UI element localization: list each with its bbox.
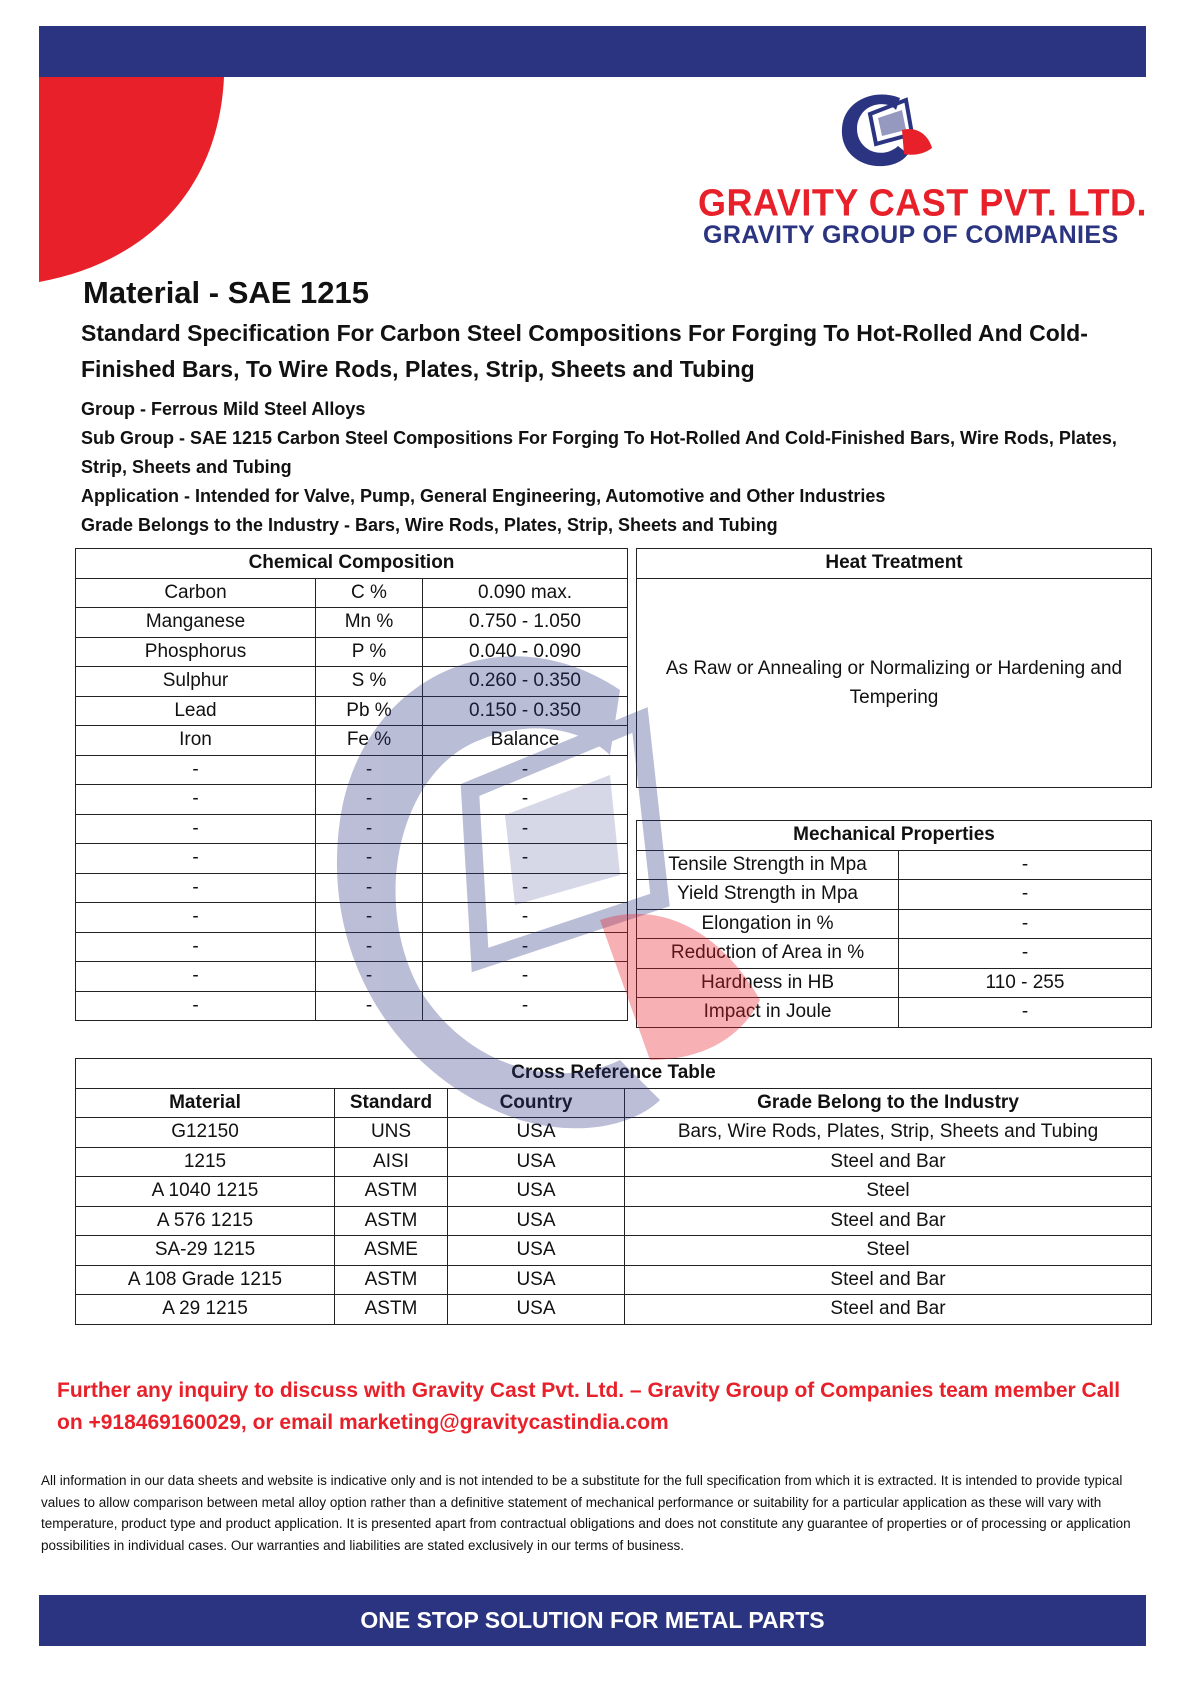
chemical-row-cell: - xyxy=(423,785,628,815)
chemical-row-cell: 0.260 - 0.350 xyxy=(423,667,628,697)
chemical-row-cell: - xyxy=(316,873,423,903)
crossref-row-cell: G12150 xyxy=(76,1118,335,1148)
mechanical-row-cell: - xyxy=(899,880,1152,910)
chemical-row-cell: - xyxy=(316,844,423,874)
group-line: Group - Ferrous Mild Steel Alloys xyxy=(81,399,366,419)
chemical-row-cell: - xyxy=(423,903,628,933)
chemical-row-cell: - xyxy=(76,873,316,903)
chemical-row-cell: - xyxy=(316,814,423,844)
chemical-row-cell: Balance xyxy=(423,726,628,756)
chemical-composition-table xyxy=(75,548,628,1021)
crossref-header: Cross Reference Table xyxy=(76,1059,1152,1089)
chemical-row xyxy=(76,962,628,992)
crossref-row xyxy=(76,1118,1152,1148)
heat-header: Heat Treatment xyxy=(637,549,1152,579)
chemical-row-cell: - xyxy=(316,785,423,815)
crossref-row xyxy=(76,1295,1152,1325)
crossref-row-cell: Steel xyxy=(625,1236,1152,1266)
chemical-row xyxy=(76,755,628,785)
chemical-header: Chemical Composition xyxy=(76,549,628,579)
col-country: Country xyxy=(448,1088,625,1118)
crossref-row-cell: USA xyxy=(448,1265,625,1295)
chemical-row xyxy=(76,696,628,726)
chemical-row-cell: - xyxy=(423,814,628,844)
crossref-row-cell: A 108 Grade 1215 xyxy=(76,1265,335,1295)
chemical-row xyxy=(76,726,628,756)
crossref-row-cell: ASME xyxy=(335,1236,448,1266)
page-title: Material - SAE 1215 xyxy=(83,275,370,310)
gravity-logo-icon xyxy=(840,90,940,170)
chemical-row-cell: - xyxy=(423,873,628,903)
chemical-row xyxy=(76,844,628,874)
red-corner-arc xyxy=(39,77,224,285)
mechanical-header: Mechanical Properties xyxy=(637,821,1152,851)
chemical-row-cell: Sulphur xyxy=(76,667,316,697)
crossref-row-cell: ASTM xyxy=(335,1206,448,1236)
chemical-row-cell: - xyxy=(423,932,628,962)
mechanical-row-cell: Impact in Joule xyxy=(637,998,899,1028)
crossref-row-cell: ASTM xyxy=(335,1295,448,1325)
crossref-row-cell: ASTM xyxy=(335,1177,448,1207)
crossref-row-cell: A 1040 1215 xyxy=(76,1177,335,1207)
disclaimer-text: All information in our data sheets and website is indicative only and is not intended to be a substitute for the full specification from which it is extracted. It is intended to provide typical values to allow comparison between metal alloy option rather than a definitive statement of mechanical performance or suitability for a particular application as these will vary with temperature, product type and product application. It is presented apart from contractual obligations and does not constitute any guarantee of properties or of processing or application possibilities in individual cases. Our warranties and liabilities are stated exclusively in our terms of business. xyxy=(41,1473,1131,1553)
crossref-row-cell: Steel and Bar xyxy=(625,1206,1152,1236)
crossref-row-cell: A 576 1215 xyxy=(76,1206,335,1236)
chemical-row-cell: - xyxy=(76,785,316,815)
chemical-row-cell: Carbon xyxy=(76,578,316,608)
chemical-row-cell: - xyxy=(76,844,316,874)
chemical-row-cell: - xyxy=(76,962,316,992)
crossref-row-cell: 1215 xyxy=(76,1147,335,1177)
chemical-row-cell: Mn % xyxy=(316,608,423,638)
header-bar xyxy=(39,26,1146,77)
chemical-row xyxy=(76,814,628,844)
chemical-row-cell: - xyxy=(423,991,628,1021)
chemical-row-cell: - xyxy=(316,962,423,992)
chemical-row xyxy=(76,637,628,667)
chemical-row-cell: - xyxy=(316,932,423,962)
mechanical-row-cell: - xyxy=(899,998,1152,1028)
chemical-row-cell: - xyxy=(316,755,423,785)
chemical-row-cell: Manganese xyxy=(76,608,316,638)
mechanical-row xyxy=(637,939,1152,969)
chemical-row-cell: 0.750 - 1.050 xyxy=(423,608,628,638)
heat-treatment-text: As Raw or Annealing or Normalizing or Hardening and Tempering xyxy=(637,578,1152,787)
chemical-row-cell: - xyxy=(423,962,628,992)
crossref-row-cell: UNS xyxy=(335,1118,448,1148)
chemical-row-cell: C % xyxy=(316,578,423,608)
chemical-row-cell: Pb % xyxy=(316,696,423,726)
col-material: Material xyxy=(76,1088,335,1118)
crossref-row-cell: AISI xyxy=(335,1147,448,1177)
crossref-row-cell: USA xyxy=(448,1236,625,1266)
heat-treatment-table xyxy=(636,548,1152,788)
chemical-row xyxy=(76,785,628,815)
chemical-row-cell: Fe % xyxy=(316,726,423,756)
crossref-row-cell: Steel and Bar xyxy=(625,1265,1152,1295)
cross-reference-table xyxy=(75,1058,1152,1325)
mechanical-row-cell: Tensile Strength in Mpa xyxy=(637,850,899,880)
chemical-row xyxy=(76,903,628,933)
crossref-row-cell: USA xyxy=(448,1206,625,1236)
mechanical-row-cell: - xyxy=(899,939,1152,969)
chemical-row-cell: - xyxy=(76,991,316,1021)
company-logo xyxy=(600,90,1148,250)
mechanical-row xyxy=(637,998,1152,1028)
mechanical-row xyxy=(637,850,1152,880)
chemical-row-cell: - xyxy=(76,814,316,844)
crossref-row-cell: Steel and Bar xyxy=(625,1295,1152,1325)
crossref-row-cell: USA xyxy=(448,1295,625,1325)
group-name: GRAVITY GROUP OF COMPANIES xyxy=(703,221,1119,249)
crossref-row-cell: USA xyxy=(448,1147,625,1177)
spec-heading: Standard Specification For Carbon Steel Compositions For Forging To Hot-Rolled And Cold-Finished Bars, To Wire Rods, Plates, Strip, Sheets and Tubing xyxy=(81,320,1088,382)
mechanical-row-cell: Hardness in HB xyxy=(637,968,899,998)
chemical-row-cell: P % xyxy=(316,637,423,667)
crossref-row xyxy=(76,1177,1152,1207)
inquiry-text: Further any inquiry to discuss with Gravity Cast Pvt. Ltd. – Gravity Group of Companies team member Call on +918469160029, or email marketing@gravitycastindia.com xyxy=(57,1379,1121,1434)
mechanical-row-cell: Reduction of Area in % xyxy=(637,939,899,969)
crossref-row xyxy=(76,1206,1152,1236)
chemical-row-cell: - xyxy=(423,755,628,785)
mechanical-row-cell: 110 - 255 xyxy=(899,968,1152,998)
mechanical-row xyxy=(637,909,1152,939)
chemical-row-cell: Iron xyxy=(76,726,316,756)
col-standard: Standard xyxy=(335,1088,448,1118)
chemical-row-cell: - xyxy=(316,903,423,933)
col-industry: Grade Belong to the Industry xyxy=(625,1088,1152,1118)
chemical-row xyxy=(76,578,628,608)
crossref-row xyxy=(76,1236,1152,1266)
crossref-row-cell: USA xyxy=(448,1118,625,1148)
chemical-row-cell: 0.040 - 0.090 xyxy=(423,637,628,667)
chemical-row-cell: Phosphorus xyxy=(76,637,316,667)
chemical-row-cell: S % xyxy=(316,667,423,697)
chemical-row-cell: Lead xyxy=(76,696,316,726)
mechanical-row xyxy=(637,880,1152,910)
application-line: Application - Intended for Valve, Pump, General Engineering, Automotive and Other Industries xyxy=(81,486,886,506)
mechanical-row-cell: Yield Strength in Mpa xyxy=(637,880,899,910)
mechanical-row-cell: - xyxy=(899,850,1152,880)
mechanical-row-cell: - xyxy=(899,909,1152,939)
chemical-row-cell: - xyxy=(423,844,628,874)
crossref-row xyxy=(76,1147,1152,1177)
chemical-row-cell: 0.090 max. xyxy=(423,578,628,608)
chemical-row-cell: - xyxy=(76,755,316,785)
company-name: GRAVITY CAST PVT. LTD. xyxy=(698,180,1148,224)
crossref-row-cell: Steel xyxy=(625,1177,1152,1207)
chemical-row xyxy=(76,991,628,1021)
crossref-row-cell: A 29 1215 xyxy=(76,1295,335,1325)
chemical-row xyxy=(76,608,628,638)
crossref-row-cell: ASTM xyxy=(335,1265,448,1295)
chemical-row-cell: - xyxy=(76,903,316,933)
crossref-row-cell: Bars, Wire Rods, Plates, Strip, Sheets and Tubing xyxy=(625,1118,1152,1148)
crossref-row xyxy=(76,1265,1152,1295)
crossref-row-cell: USA xyxy=(448,1177,625,1207)
mechanical-row-cell: Elongation in % xyxy=(637,909,899,939)
industry-line: Grade Belongs to the Industry - Bars, Wire Rods, Plates, Strip, Sheets and Tubing xyxy=(81,515,778,535)
chemical-row-cell: - xyxy=(316,991,423,1021)
crossref-row-cell: SA-29 1215 xyxy=(76,1236,335,1266)
mechanical-row xyxy=(637,968,1152,998)
mechanical-properties-table xyxy=(636,820,1152,1028)
crossref-row-cell: Steel and Bar xyxy=(625,1147,1152,1177)
chemical-row-cell: 0.150 - 0.350 xyxy=(423,696,628,726)
footer-banner: ONE STOP SOLUTION FOR METAL PARTS xyxy=(39,1595,1146,1646)
chemical-row xyxy=(76,873,628,903)
sub-group-line: Sub Group - SAE 1215 Carbon Steel Compositions For Forging To Hot-Rolled And Cold-Finished Bars, Wire Rods, Plates, Strip, Sheets and Tubing xyxy=(81,428,1117,477)
chemical-row-cell: - xyxy=(76,932,316,962)
chemical-row xyxy=(76,932,628,962)
chemical-row xyxy=(76,667,628,697)
